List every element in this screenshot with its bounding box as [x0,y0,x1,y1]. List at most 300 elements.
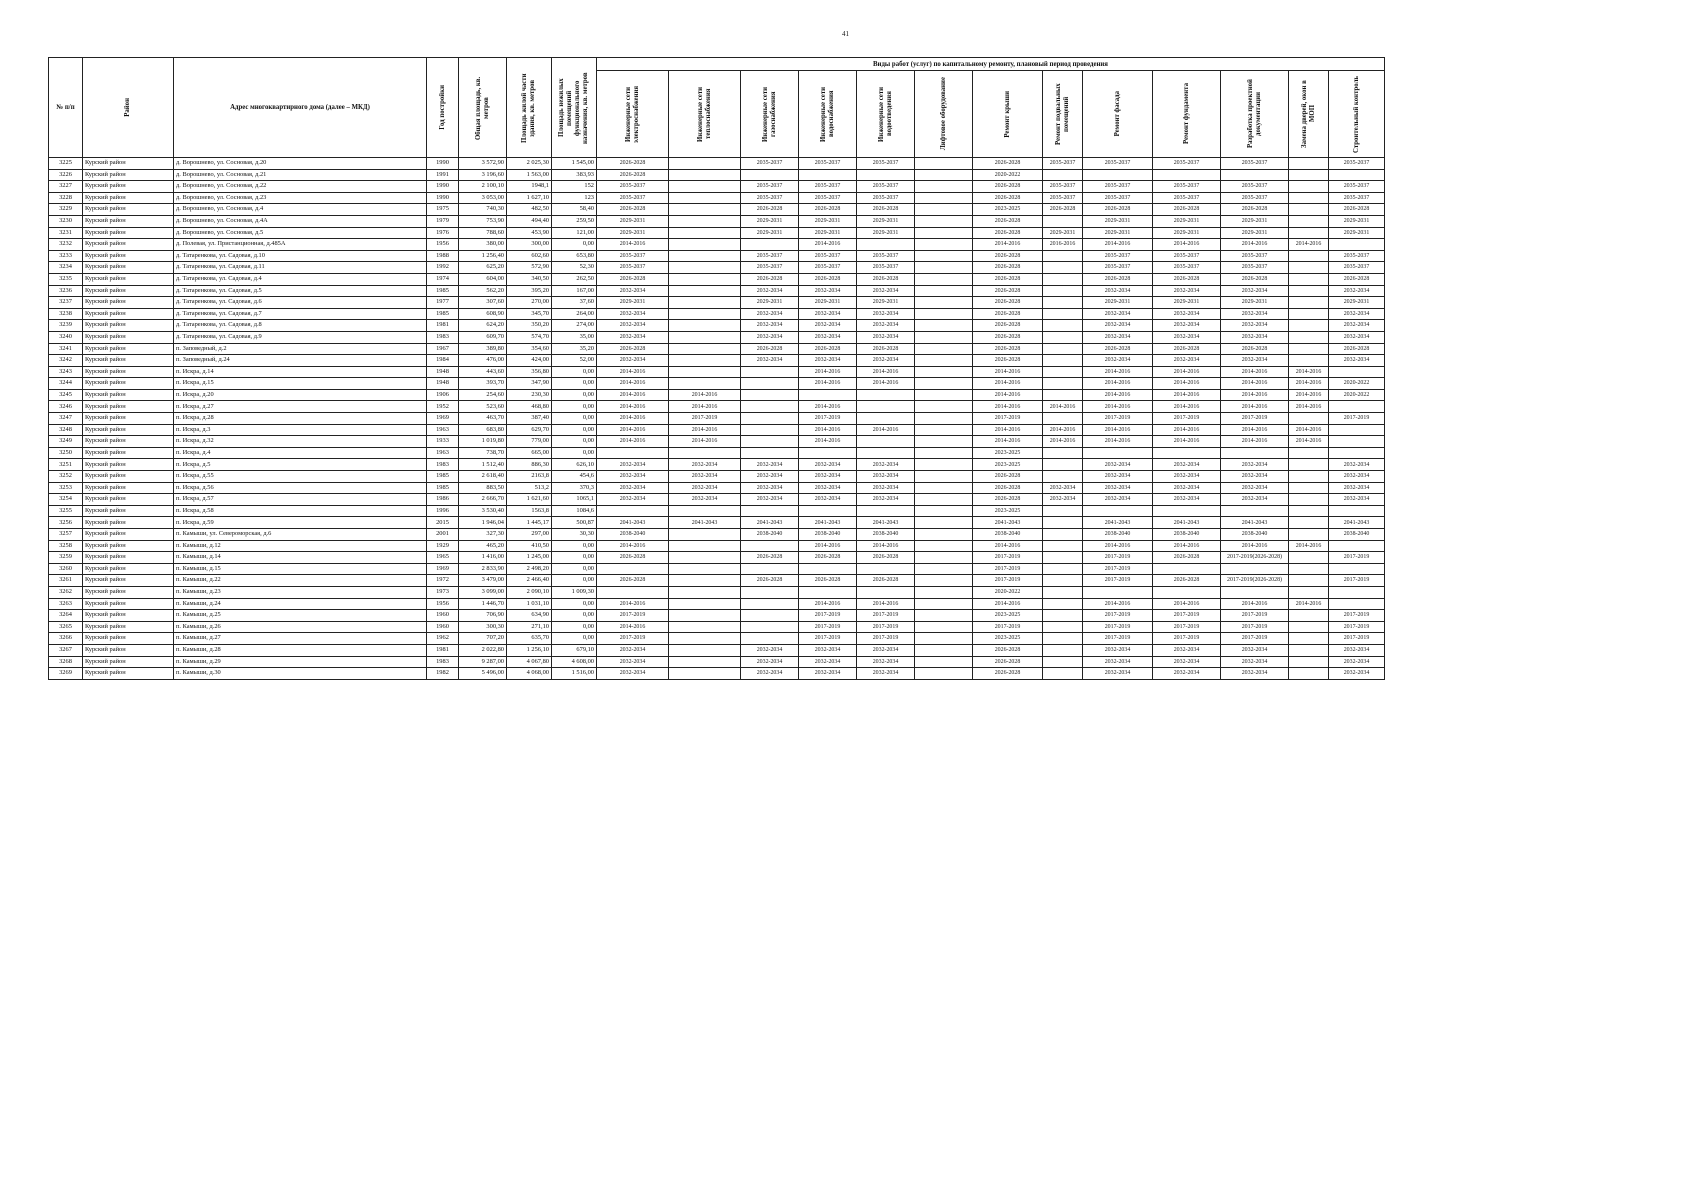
work-period-cell: 2026-2028 [973,355,1043,367]
address-cell: п. Камыши, д.26 [174,621,427,633]
work-period-cell: 2032-2034 [597,285,669,297]
work-period-cell: 2029-2031 [857,227,915,239]
district-cell: Курский район [83,308,174,320]
work-period-cell: 2032-2034 [1221,320,1289,332]
living-area-cell: 354,60 [507,343,552,355]
work-period-cell: 2026-2028 [1153,552,1221,564]
work-period-cell: 2038-2040 [597,529,669,541]
work-period-cell [915,656,973,668]
work-period-cell: 2014-2016 [669,424,741,436]
total-area-cell: 1 946,04 [459,517,507,529]
work-period-cell: 2014-2016 [597,389,669,401]
work-period-cell: 2026-2028 [741,552,799,564]
work-period-cell: 2035-2037 [1153,181,1221,193]
work-period-cell: 2026-2028 [973,273,1043,285]
year-cell: 1985 [427,285,459,297]
total-area-cell: 3 053,00 [459,192,507,204]
work-period-cell [915,285,973,297]
work-period-cell: 2023-2025 [973,610,1043,622]
nonresidential-area-cell: 1 516,00 [552,668,597,680]
work-period-cell: 2026-2028 [1329,343,1385,355]
work-period-cell: 2032-2034 [1329,494,1385,506]
work-period-cell: 2035-2037 [1329,158,1385,170]
district-cell: Курский район [83,494,174,506]
work-period-cell: 2026-2028 [973,494,1043,506]
work-period-cell [1043,610,1083,622]
work-period-cell [669,239,741,251]
total-area-cell: 753,90 [459,215,507,227]
work-period-cell [915,262,973,274]
header-work-type: Ремонт подвальных помещений [1043,71,1083,158]
work-period-cell: 2014-2016 [1153,436,1221,448]
work-period-cell: 2029-2031 [597,227,669,239]
total-area-cell: 9 287,00 [459,656,507,668]
table-row [49,204,1385,216]
work-period-cell: 2035-2037 [799,192,857,204]
work-period-cell: 2014-2016 [1083,598,1153,610]
year-cell: 1963 [427,447,459,459]
work-period-cell: 2014-2016 [973,540,1043,552]
table-row [49,505,1385,517]
row-number: 3257 [49,529,83,541]
work-period-cell: 2029-2031 [597,297,669,309]
work-period-cell: 2014-2016 [857,598,915,610]
nonresidential-area-cell: 0,00 [552,239,597,251]
total-area-cell: 254,60 [459,389,507,401]
district-cell: Курский район [83,563,174,575]
work-period-cell: 2035-2037 [1153,192,1221,204]
work-period-cell: 2032-2034 [1083,459,1153,471]
work-period-cell: 2014-2016 [1289,366,1329,378]
work-period-cell [1329,505,1385,517]
year-cell: 1948 [427,378,459,390]
address-cell: п. Заповедный, д.2 [174,343,427,355]
table-row [49,424,1385,436]
living-area-cell: 1 445,17 [507,517,552,529]
nonresidential-area-cell: 0,00 [552,540,597,552]
total-area-cell: 608,90 [459,308,507,320]
work-period-cell: 2032-2034 [799,471,857,483]
work-period-cell [1289,517,1329,529]
work-period-cell [1289,586,1329,598]
total-area-cell: 1 256,40 [459,250,507,262]
table-row [49,355,1385,367]
year-cell: 1948 [427,366,459,378]
header-num: № п/п [49,58,83,158]
work-period-cell [1289,656,1329,668]
nonresidential-area-cell: 58,40 [552,204,597,216]
work-period-cell: 2032-2034 [857,494,915,506]
total-area-cell: 706,90 [459,610,507,622]
work-period-cell [1289,192,1329,204]
work-period-cell: 2026-2028 [857,204,915,216]
work-period-cell [669,586,741,598]
work-period-cell: 2017-2019 [973,413,1043,425]
work-period-cell: 2035-2037 [1083,158,1153,170]
work-period-cell: 2014-2016 [973,401,1043,413]
year-cell: 1996 [427,505,459,517]
work-period-cell: 2014-2016 [857,540,915,552]
work-period-cell: 2029-2031 [1153,215,1221,227]
work-period-cell: 2032-2034 [741,320,799,332]
work-period-cell: 2014-2016 [857,366,915,378]
work-period-cell: 2014-2016 [1153,598,1221,610]
work-period-cell: 2029-2031 [1083,297,1153,309]
work-period-cell [1153,563,1221,575]
district-cell: Курский район [83,482,174,494]
address-cell: п. Камыши, ул. Североморская, д.6 [174,529,427,541]
district-cell: Курский район [83,262,174,274]
work-period-cell [1083,505,1153,517]
nonresidential-area-cell: 0,00 [552,610,597,622]
district-cell: Курский район [83,389,174,401]
living-area-cell: 629,70 [507,424,552,436]
work-period-cell: 2032-2034 [857,471,915,483]
nonresidential-area-cell: 35,00 [552,331,597,343]
row-number: 3266 [49,633,83,645]
work-period-cell: 2032-2034 [799,644,857,656]
header-work-type: Разработка проектной документации [1221,71,1289,158]
work-period-cell [741,366,799,378]
work-period-cell [1289,494,1329,506]
total-area-cell: 3 196,60 [459,169,507,181]
row-number: 3242 [49,355,83,367]
header-address: Адрес многоквартирного дома (далее – МКД) [174,58,427,158]
address-cell: п. Камыши, д.27 [174,633,427,645]
nonresidential-area-cell: 370,3 [552,482,597,494]
work-period-cell: 2026-2028 [1153,273,1221,285]
work-period-cell [1289,610,1329,622]
row-number: 3241 [49,343,83,355]
work-period-cell: 2032-2034 [1083,285,1153,297]
address-cell: п. Искра, д.5 [174,459,427,471]
living-area-cell: 1 563,00 [507,169,552,181]
total-area-cell: 707,20 [459,633,507,645]
nonresidential-area-cell: 30,30 [552,529,597,541]
row-number: 3259 [49,552,83,564]
work-period-cell [741,424,799,436]
work-period-cell [915,366,973,378]
work-period-cell [915,505,973,517]
table-row [49,378,1385,390]
work-period-cell: 2032-2034 [741,331,799,343]
living-area-cell: 424,00 [507,355,552,367]
total-area-cell: 788,60 [459,227,507,239]
work-period-cell: 2032-2034 [741,668,799,680]
work-period-cell [669,644,741,656]
table-body [49,158,1385,680]
work-period-cell [669,192,741,204]
work-period-cell: 2014-2016 [799,598,857,610]
work-period-cell: 2026-2028 [741,343,799,355]
nonresidential-area-cell: 259,50 [552,215,597,227]
year-cell: 1990 [427,158,459,170]
work-period-cell [1289,343,1329,355]
work-period-cell: 2017-2019 [1329,621,1385,633]
work-period-cell: 2032-2034 [597,459,669,471]
work-period-cell [1043,378,1083,390]
work-period-cell: 2026-2028 [1153,204,1221,216]
work-period-cell: 2017-2019 [1329,633,1385,645]
work-period-cell: 2032-2034 [741,308,799,320]
work-period-cell [1329,401,1385,413]
table-row [49,482,1385,494]
work-period-cell [1043,656,1083,668]
work-period-cell [915,215,973,227]
work-period-cell [669,563,741,575]
work-period-cell: 2032-2034 [1329,644,1385,656]
work-period-cell: 2014-2016 [799,239,857,251]
header-work-type: Инженерные сети электроснабжения [597,71,669,158]
work-period-cell [1289,471,1329,483]
work-period-cell: 2017-2019 [973,621,1043,633]
work-period-cell [1329,239,1385,251]
year-cell: 1906 [427,389,459,401]
work-period-cell: 2041-2043 [741,517,799,529]
nonresidential-area-cell: 167,00 [552,285,597,297]
living-area-cell: 468,80 [507,401,552,413]
district-cell: Курский район [83,621,174,633]
work-period-cell: 2014-2016 [1221,401,1289,413]
living-area-cell: 345,70 [507,308,552,320]
table-row [49,517,1385,529]
work-period-cell [669,204,741,216]
district-cell: Курский район [83,610,174,622]
work-period-cell: 2017-2019(2026-2028) [1221,575,1289,587]
work-period-cell: 2014-2016 [973,239,1043,251]
total-area-cell: 443,60 [459,366,507,378]
work-period-cell [857,413,915,425]
work-period-cell [669,575,741,587]
district-cell: Курский район [83,517,174,529]
row-number: 3255 [49,505,83,517]
work-period-cell [915,482,973,494]
nonresidential-area-cell: 264,00 [552,308,597,320]
work-period-cell [915,529,973,541]
row-number: 3251 [49,459,83,471]
work-period-cell: 2014-2016 [1083,540,1153,552]
work-period-cell [1043,644,1083,656]
work-period-cell: 2014-2016 [1289,378,1329,390]
work-period-cell [741,389,799,401]
district-cell: Курский район [83,424,174,436]
work-period-cell [669,366,741,378]
year-cell: 1977 [427,297,459,309]
work-period-cell [1043,471,1083,483]
work-period-cell: 2029-2031 [597,215,669,227]
district-cell: Курский район [83,192,174,204]
work-period-cell [799,563,857,575]
work-period-cell [915,644,973,656]
address-cell: п. Камыши, д.15 [174,563,427,575]
nonresidential-area-cell: 0,00 [552,401,597,413]
work-period-cell: 2014-2016 [1289,540,1329,552]
work-period-cell: 2035-2037 [597,262,669,274]
work-period-cell [669,621,741,633]
work-period-cell: 2014-2016 [973,378,1043,390]
address-cell: п. Искра, д.58 [174,505,427,517]
work-period-cell: 2017-2019 [973,575,1043,587]
work-period-cell: 2017-2019 [1083,575,1153,587]
nonresidential-area-cell: 653,80 [552,250,597,262]
district-cell: Курский район [83,158,174,170]
work-period-cell: 2035-2037 [1043,192,1083,204]
work-period-cell: 2014-2016 [1221,540,1289,552]
district-cell: Курский район [83,181,174,193]
work-period-cell: 2029-2031 [1221,297,1289,309]
total-area-cell: 625,20 [459,262,507,274]
work-period-cell: 2032-2034 [1329,355,1385,367]
work-period-cell: 2026-2028 [973,343,1043,355]
work-period-cell: 2026-2028 [799,343,857,355]
work-period-cell [799,505,857,517]
work-period-cell: 2038-2040 [973,529,1043,541]
district-cell: Курский район [83,320,174,332]
work-period-cell [857,169,915,181]
work-period-cell: 2026-2028 [973,644,1043,656]
row-number: 3265 [49,621,83,633]
work-period-cell: 2035-2037 [1221,250,1289,262]
nonresidential-area-cell: 274,00 [552,320,597,332]
address-cell: д. Ворошнево, ул. Сосновая, д.23 [174,192,427,204]
year-cell: 1963 [427,424,459,436]
work-period-cell: 2029-2031 [1083,215,1153,227]
work-period-cell: 2032-2034 [741,656,799,668]
work-period-cell: 2035-2037 [1221,192,1289,204]
work-period-cell [1329,586,1385,598]
total-area-cell: 2 022,80 [459,644,507,656]
work-period-cell [1221,447,1289,459]
living-area-cell: 779,00 [507,436,552,448]
work-period-cell [741,447,799,459]
work-period-cell [857,447,915,459]
row-number: 3237 [49,297,83,309]
work-period-cell: 2017-2019 [1083,610,1153,622]
work-period-cell: 2017-2019 [857,610,915,622]
work-period-cell: 2017-2019 [799,413,857,425]
work-period-cell [1083,169,1153,181]
work-period-cell: 2017-2019 [1329,413,1385,425]
living-area-cell: 270,00 [507,297,552,309]
header-work-type: Ремонт фундамента [1153,71,1221,158]
nonresidential-area-cell: 0,00 [552,378,597,390]
work-period-cell: 2035-2037 [1221,181,1289,193]
year-cell: 1992 [427,262,459,274]
work-period-cell: 2017-2019 [1221,633,1289,645]
work-period-cell: 2032-2034 [1221,355,1289,367]
work-period-cell: 2014-2016 [1221,389,1289,401]
work-period-cell: 2032-2034 [1083,494,1153,506]
district-cell: Курский район [83,586,174,598]
work-period-cell: 2014-2016 [1153,378,1221,390]
work-period-cell [1289,273,1329,285]
work-period-cell [669,378,741,390]
work-period-cell [1043,540,1083,552]
work-period-cell [1289,320,1329,332]
row-number: 3243 [49,366,83,378]
living-area-cell: 886,30 [507,459,552,471]
header-year: Год постройки [427,58,459,158]
work-period-cell [1221,169,1289,181]
work-period-cell: 2026-2028 [799,273,857,285]
address-cell: п. Камыши, д.25 [174,610,427,622]
address-cell: д. Татаренкова, ул. Садовая, д.6 [174,297,427,309]
living-area-cell: 665,00 [507,447,552,459]
work-period-cell [1289,227,1329,239]
work-period-cell: 2035-2037 [857,192,915,204]
work-period-cell: 2014-2016 [1083,424,1153,436]
work-period-cell: 2017-2019 [669,413,741,425]
year-cell: 1985 [427,308,459,320]
work-period-cell [1289,262,1329,274]
living-area-cell: 1948,1 [507,181,552,193]
table-row [49,540,1385,552]
work-period-cell: 2014-2016 [597,424,669,436]
nonresidential-area-cell: 0,00 [552,621,597,633]
total-area-cell: 883,50 [459,482,507,494]
work-period-cell [1083,586,1153,598]
work-period-cell: 2035-2037 [1329,181,1385,193]
work-period-cell: 2035-2037 [1083,250,1153,262]
work-period-cell: 2014-2016 [1289,239,1329,251]
year-cell: 1956 [427,239,459,251]
table-row [49,644,1385,656]
work-period-cell [597,586,669,598]
nonresidential-area-cell: 0,00 [552,563,597,575]
header-living-area: Площадь жилой части здания, кв. метров [507,58,552,158]
work-period-cell [669,273,741,285]
nonresidential-area-cell: 626,10 [552,459,597,471]
work-period-cell [1153,447,1221,459]
address-cell: п. Камыши, д.28 [174,644,427,656]
work-period-cell [915,517,973,529]
table-row [49,366,1385,378]
header-work-type: Ремонт крыши [973,71,1043,158]
district-cell: Курский район [83,552,174,564]
work-period-cell: 2032-2034 [1329,668,1385,680]
work-period-cell: 2035-2037 [1329,192,1385,204]
row-number: 3238 [49,308,83,320]
work-period-cell [1043,297,1083,309]
district-cell: Курский район [83,668,174,680]
work-period-cell [741,505,799,517]
work-period-cell [1043,285,1083,297]
work-period-cell [915,436,973,448]
work-period-cell: 2014-2016 [1289,389,1329,401]
work-period-cell: 2026-2028 [1083,343,1153,355]
total-area-cell: 3 530,40 [459,505,507,517]
row-number: 3246 [49,401,83,413]
work-period-cell [1221,563,1289,575]
work-period-cell [1289,447,1329,459]
work-period-cell: 2029-2031 [799,297,857,309]
district-cell: Курский район [83,413,174,425]
work-period-cell: 2035-2037 [1083,192,1153,204]
work-period-cell [1043,552,1083,564]
work-period-cell: 2032-2034 [1083,656,1153,668]
work-period-cell: 2026-2028 [799,575,857,587]
work-period-cell: 2032-2034 [1329,482,1385,494]
nonresidential-area-cell: 0,00 [552,436,597,448]
year-cell: 1929 [427,540,459,552]
work-period-cell: 2014-2016 [1289,436,1329,448]
row-number: 3234 [49,262,83,274]
total-area-cell: 562,20 [459,285,507,297]
work-period-cell [857,436,915,448]
year-cell: 1990 [427,181,459,193]
work-period-cell: 2014-2016 [1289,401,1329,413]
nonresidential-area-cell: 0,00 [552,552,597,564]
